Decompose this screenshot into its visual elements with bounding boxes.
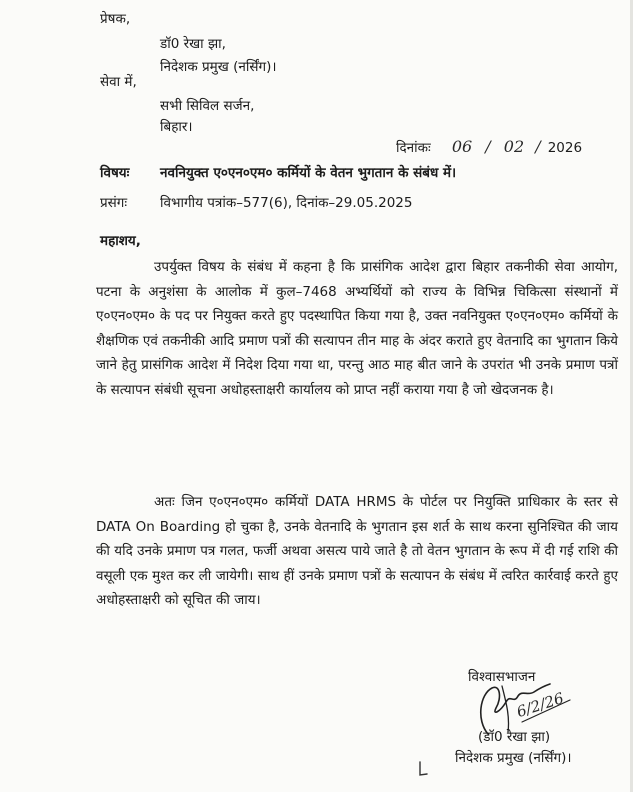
body-paragraph-2: अतः जिन ए०एन०एम० कर्मियों DATA HRMS के पोर्टल पर नियुक्ति प्राधिकार के स्तर से DATA On Boarding हो चुका है, उनके वेतनादि के भुगतान इस शर्त के साथ करना सुनिश्चित की जाय की यदि उनके प्रमाण पत्र गलत, फर्जी अथवा असत्य पाये जाते है तो वेतन भुगतान के रूप में दी गई राशि की वसूली एक मुश्त कर ली जायेगी। साथ हीं उनके प्रमाण पत्रों के सत्यापन के संबंध में त्वरित कार्रवाई करते हुए अधोहस्ताक्षरी को सूचित की जाय। (96, 494, 618, 609)
date-day: 06 (451, 137, 473, 156)
to-name: सभी सिविल सर्जन, (160, 98, 255, 114)
salutation: महाशय, (100, 233, 141, 249)
signature-date: 6/2/26 (514, 688, 566, 722)
date-label: दिनांकः (396, 140, 431, 156)
reference-text: विभागीय पत्रांक–577(6), दिनांक–29.05.2025 (160, 195, 413, 211)
reference-label: प्रसंगः (100, 195, 128, 211)
valediction: विश्वासभाजन (468, 669, 536, 685)
date-month: 02 (503, 137, 525, 156)
sender-name: डॉ0 रेखा झा, (160, 36, 226, 52)
pen-mark-icon (415, 760, 431, 780)
to-place: बिहार। (160, 119, 193, 135)
date-year: 2026 (547, 140, 583, 156)
signer-name: (डॉ0 रेखा झा) (478, 729, 551, 745)
signer-designation: निदेशक प्रमुख (नर्सिंग)। (455, 750, 572, 766)
subject-text: नवनियुक्त ए०एन०एम० कर्मियों के वेतन भुगतान के संबंध में। (160, 165, 457, 181)
date-slash-icon: / (535, 137, 541, 156)
sender-label: प्रेषक, (100, 11, 131, 27)
to-label: सेवा में, (100, 74, 137, 90)
date-line (396, 137, 582, 156)
date-slash-icon: / (485, 137, 491, 156)
sender-designation: निदेशक प्रमुख (नर्सिंग)। (160, 59, 277, 75)
subject-label: विषयः (100, 165, 130, 181)
body-paragraph-1: उपर्युक्त विषय के संबंध में कहना है कि प्रासंगिक आदेश द्वारा बिहार तकनीकी सेवा आयोग, पटना के अनुशंसा के आलोक में कुल–7468 अभ्यर्थियों को राज्य के विभिन्न चिकित्सा संस्थानों में ए०एन०एम० के पद पर नियुक्त करते हुए पदस्थापित किया गया है, उक्त नवनियुक्त ए०एन०एम० कर्मियों के शैक्षणिक एवं तकनीकी आदि प्रमाण पत्रों की सत्यापन तीन माह के अंदर कराते हुए वेतनादि का भुगतान किये जाने हेतु प्रासंगिक आदेश में निदेश दिया गया था, परन्तु आठ माह बीत जाने के उपरांत भी उनके प्रमाण पत्रों के सत्यापन संबंधी सूचना अधोहस्ताक्षरी कार्यालय को प्राप्त नहीं कराया गया है जो खेदजनक है। (96, 259, 618, 398)
